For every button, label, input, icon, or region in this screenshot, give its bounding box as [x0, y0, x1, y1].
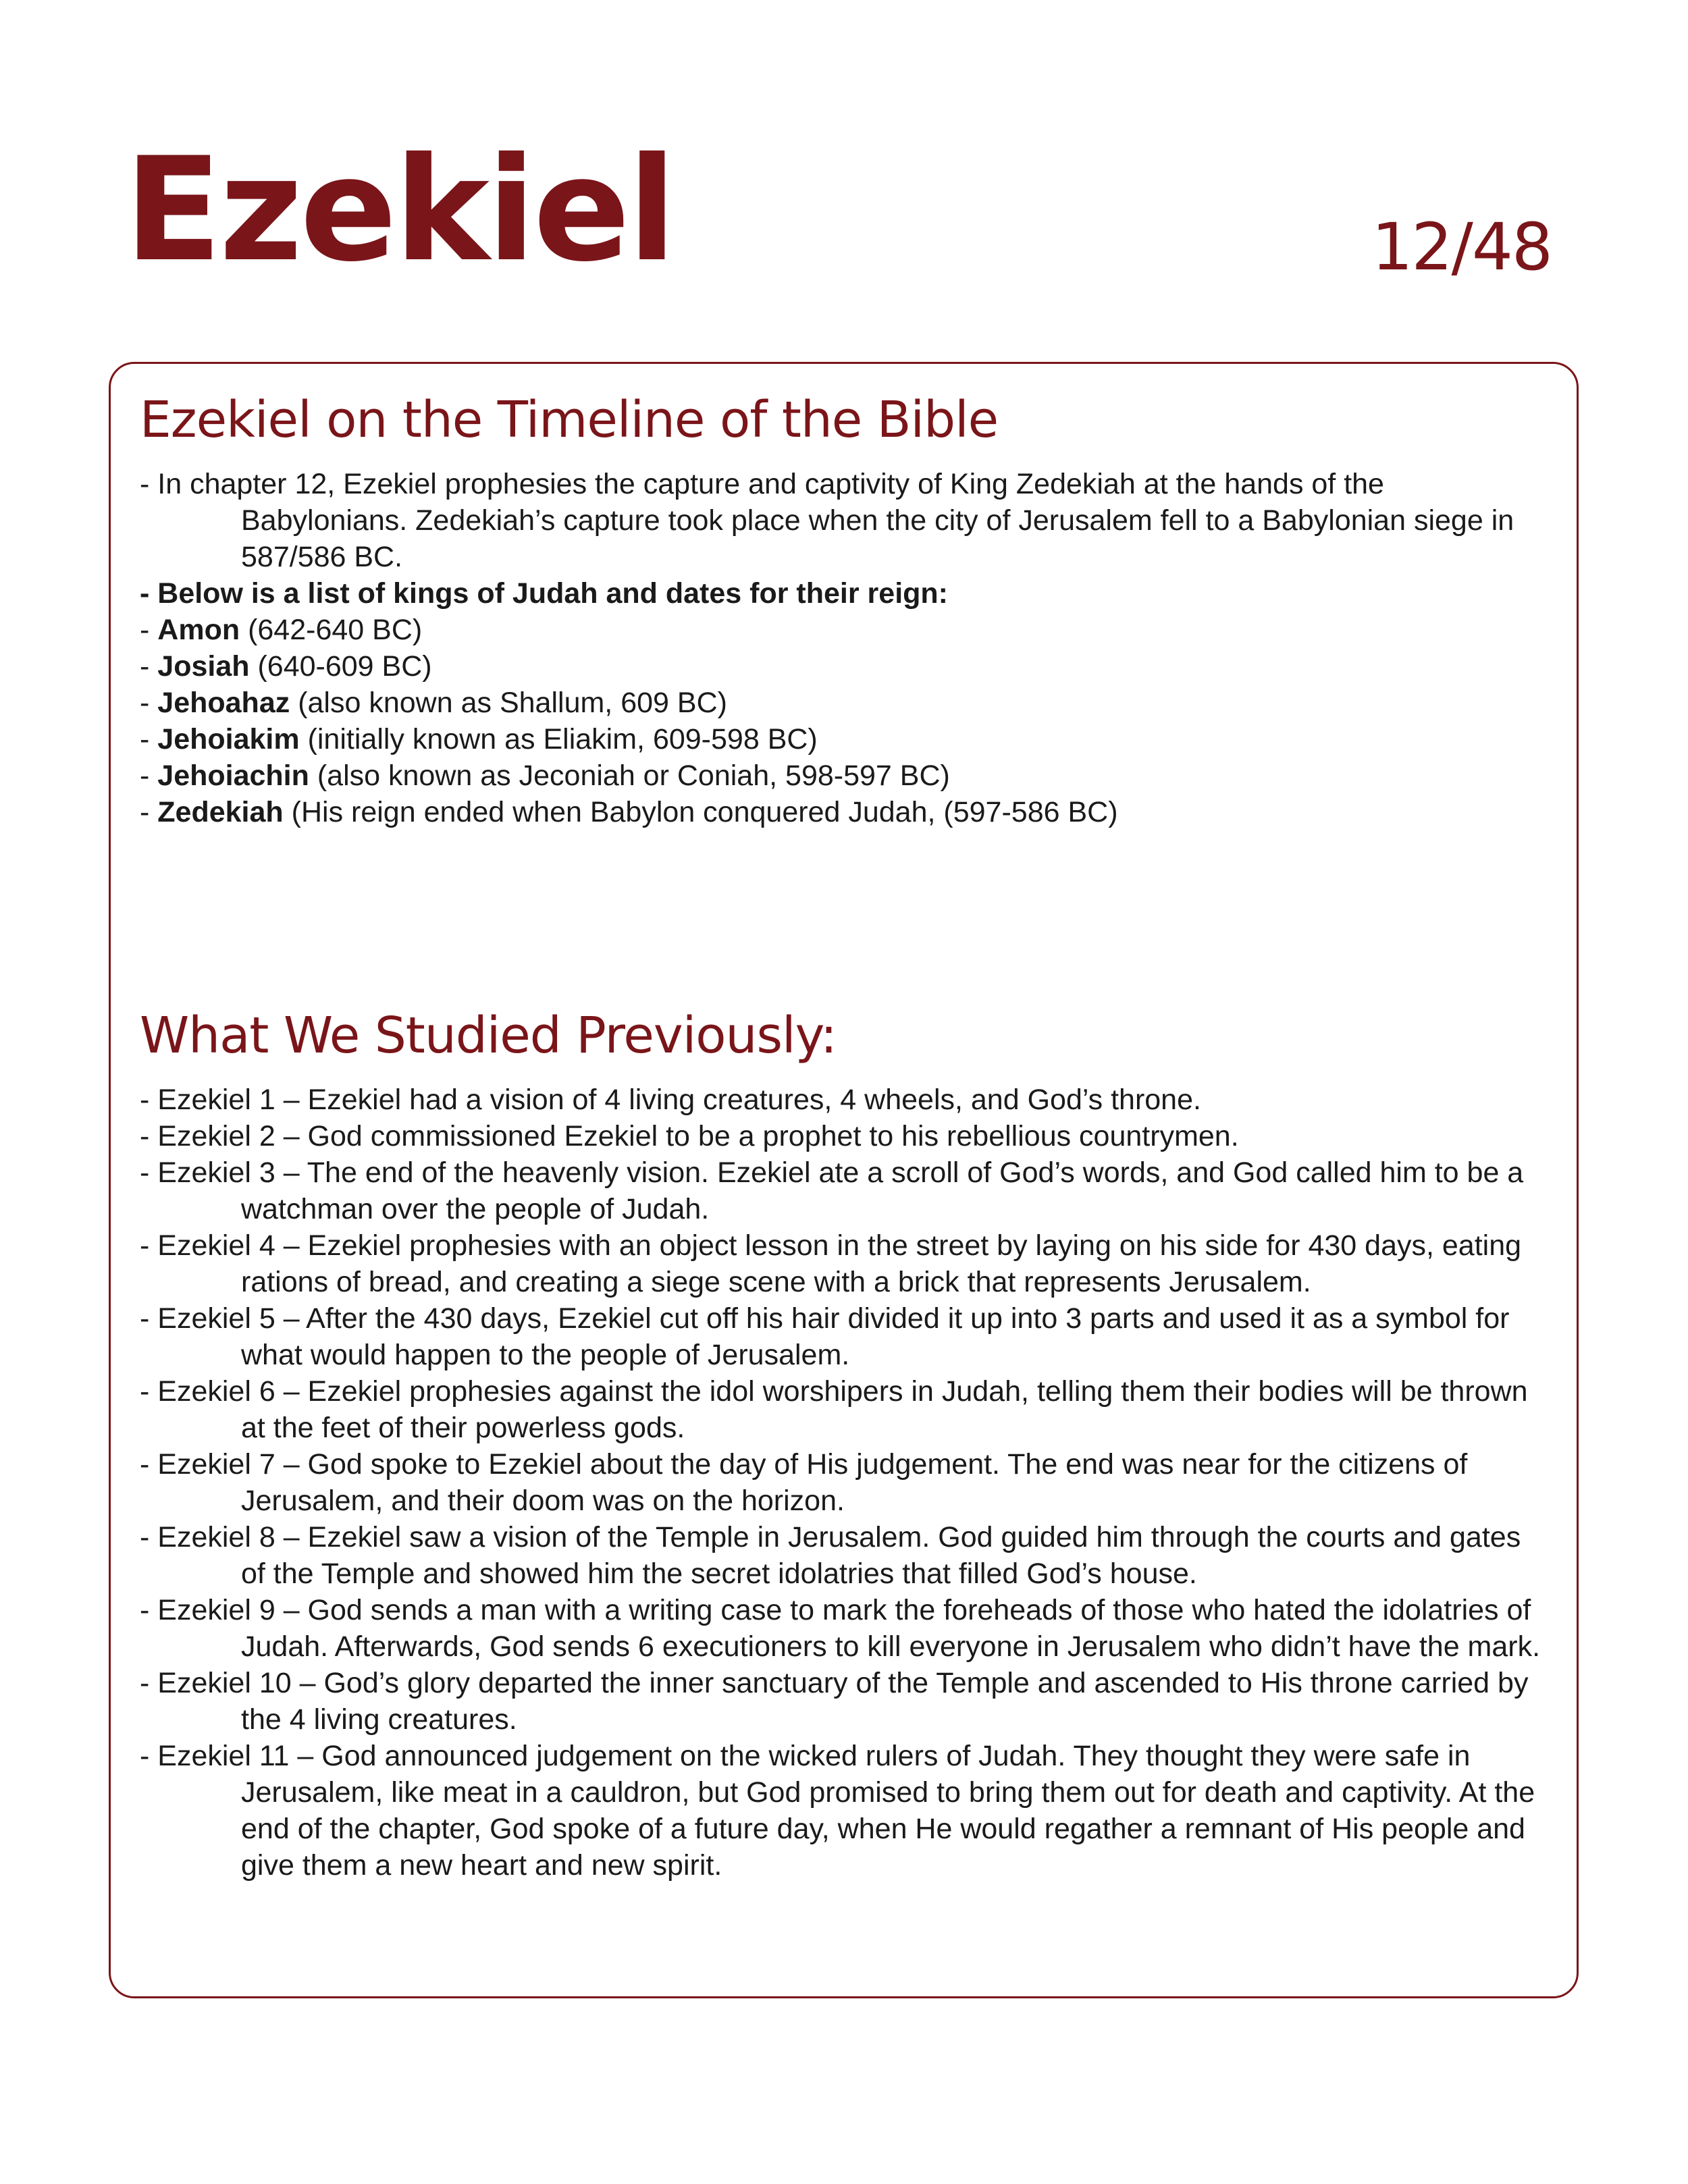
- list-item: - Ezekiel 3 – The end of the heavenly vision. Ezekiel ate a scroll of God’s words, and God called him to be a watchman over the people of Judah.: [140, 1156, 1524, 1225]
- list-item: - Ezekiel 2 – God commissioned Ezekiel to be a prophet to his rebellious countrymen.: [140, 1120, 1239, 1152]
- king-detail: (also known as Jeconiah or Coniah, 598-597 BC): [317, 760, 950, 792]
- king-detail: (His reign ended when Babylon conquered Judah, (597-586 BC): [291, 796, 1118, 828]
- king-item: - Jehoiachin (also known as Jeconiah or Coniah, 598-597 BC): [140, 760, 950, 792]
- list-item: - Ezekiel 11 – God announced judgement on the wicked rulers of Judah. They thought they were safe in Jerusalem, like meat in a cauldron, but God promised to bring them out for death and captivity. At the end of the chapter, God spoke of a future day, when He would regather a remnant of His people and give them a new heart and new spirit.: [140, 1740, 1535, 1882]
- king-name: Amon: [157, 614, 240, 646]
- page-title: Ezekiel: [124, 126, 675, 293]
- king-item: - Jehoiakim (initially known as Eliakim, 609-598 BC): [140, 723, 818, 755]
- king-item: - Amon (642-640 BC): [140, 614, 423, 646]
- list-item: - Ezekiel 9 – God sends a man with a writing case to mark the foreheads of those who hated the idolatries of Judah. Afterwards, God sends 6 executioners to kill everyone in Jerusalem who didn’t have the mark.: [140, 1594, 1541, 1663]
- king-detail: (also known as Shallum, 609 BC): [298, 687, 727, 719]
- king-item: - Josiah (640-609 BC): [140, 650, 432, 683]
- timeline-heading: Ezekiel on the Timeline of the Bible: [140, 391, 999, 449]
- king-name: Jehoiakim: [157, 723, 300, 755]
- king-detail: (640-609 BC): [257, 650, 432, 683]
- page-number: 12/48: [1371, 209, 1552, 285]
- kings-list-heading: - Below is a list of kings of Judah and dates for their reign:: [140, 577, 948, 610]
- king-item: - Zedekiah (His reign ended when Babylon conquered Judah, (597-586 BC): [140, 796, 1118, 828]
- previous-heading: What We Studied Previously:: [140, 1007, 837, 1065]
- list-item: - Ezekiel 10 – God’s glory departed the inner sanctuary of the Temple and ascended to His throne carried by the 4 living creatures.: [140, 1667, 1529, 1736]
- king-detail: (initially known as Eliakim, 609-598 BC): [307, 723, 818, 755]
- king-name: Zedekiah: [157, 796, 284, 828]
- list-item: - Ezekiel 6 – Ezekiel prophesies against the idol worshipers in Judah, telling them their bodies will be thrown at the feet of their powerless gods.: [140, 1375, 1528, 1444]
- king-name: Josiah: [157, 650, 250, 683]
- king-name: Jehoiachin: [157, 760, 309, 792]
- list-item: - Ezekiel 8 – Ezekiel saw a vision of the Temple in Jerusalem. God guided him through the courts and gates of the Temple and showed him the secret idolatries that filled God’s house.: [140, 1521, 1521, 1590]
- list-item: - Ezekiel 7 – God spoke to Ezekiel about the day of His judgement. The end was near for the citizens of Jerusalem, and their doom was on the horizon.: [140, 1448, 1468, 1517]
- king-name: Jehoahaz: [157, 687, 290, 719]
- king-detail: (642-640 BC): [248, 614, 423, 646]
- previous-list: [140, 1082, 1544, 1884]
- timeline-intro: - In chapter 12, Ezekiel prophesies the capture and captivity of King Zedekiah at the hands of the Babylonians. Zedekiah’s capture took place when the city of Jerusalem fell to a Babylonian siege in 587/586 BC.: [140, 468, 1514, 573]
- list-item: - Ezekiel 5 – After the 430 days, Ezekiel cut off his hair divided it up into 3 parts and used it as a symbol for what would happen to the people of Jerusalem.: [140, 1302, 1510, 1371]
- list-item: - Ezekiel 4 – Ezekiel prophesies with an object lesson in the street by laying on his side for 430 days, eating rations of bread, and creating a siege scene with a brick that represents Jerusalem.: [140, 1229, 1522, 1298]
- king-item: - Jehoahaz (also known as Shallum, 609 BC): [140, 687, 727, 719]
- timeline-list: [140, 466, 1544, 830]
- list-item: - Ezekiel 1 – Ezekiel had a vision of 4 living creatures, 4 wheels, and God’s throne.: [140, 1084, 1201, 1116]
